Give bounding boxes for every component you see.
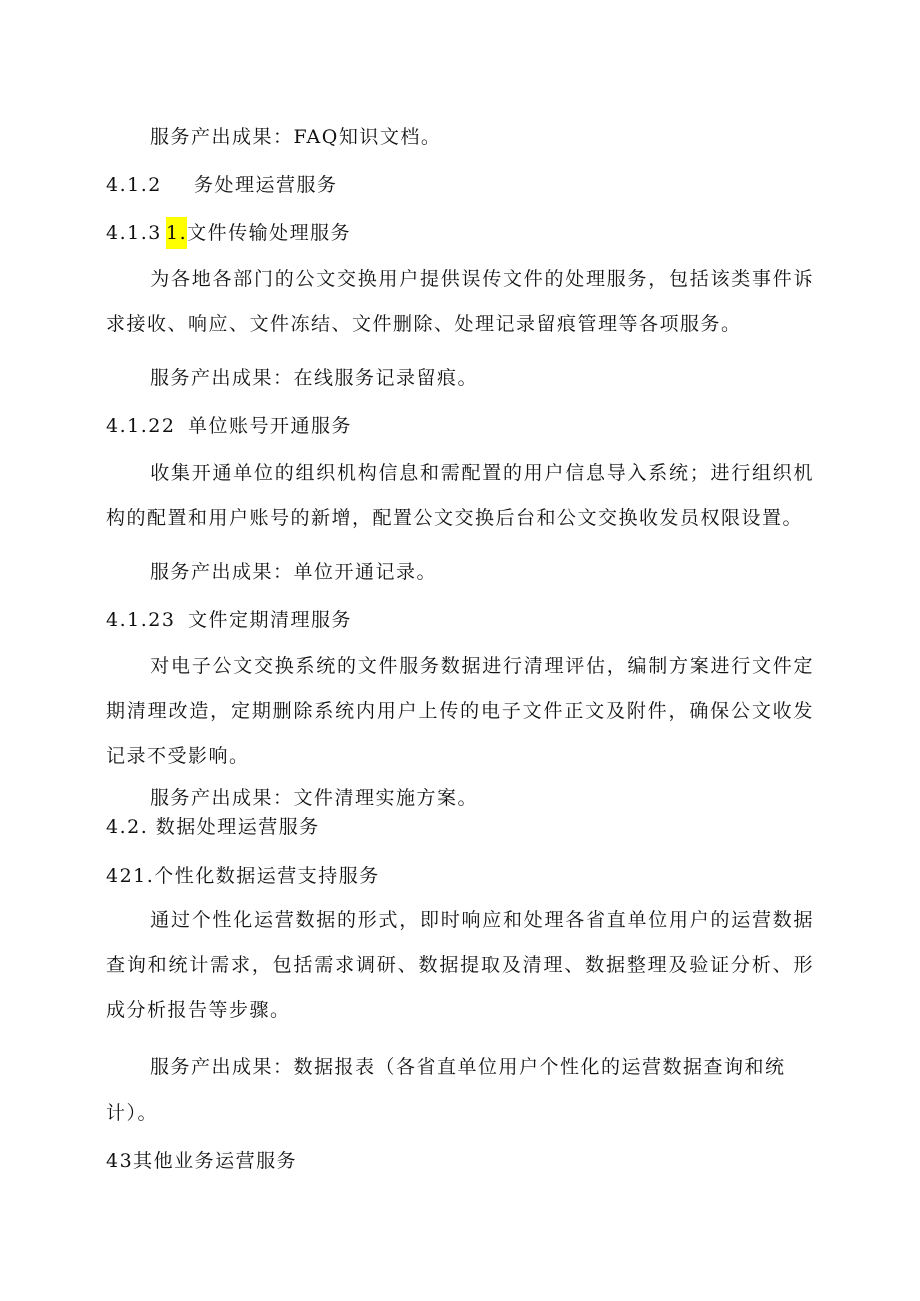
heading-4-1-22 (106, 413, 352, 439)
output-result-online-record: 服务产出成果：在线服务记录留痕。 (150, 367, 479, 389)
output-result-faq: 服务产出成果：FAQ知识文档。 (150, 126, 442, 148)
paragraph-file-cleanup: 对电子公文交换系统的文件服务数据进行清理评估，编制方案进行文件定期清理改造，定期删除系统内用户上传的电子文件正文及附件，确保公文收发记录不受影响。 (106, 655, 814, 767)
paragraph-account-opening: 收集开通单位的组织机构信息和需配置的用户信息导入系统；进行组织机构的配置和用户账号的新增，配置公文交换后台和公文交换收发员权限设置。 (106, 462, 814, 529)
output-result-data-report: 服务产出成果：数据报表（各省直单位用户个性化的运营数据查询和统 (150, 1056, 786, 1078)
heading-title: 务处理运营服务 (194, 174, 338, 196)
heading-4-2-1: 421.个性化数据运营支持服务 (106, 865, 380, 887)
heading-4-3: 43其他业务运营服务 (106, 1150, 298, 1172)
heading-4-1-2 (106, 172, 338, 198)
output-result-cleanup-plan: 服务产出成果：文件清理实施方案。 (150, 787, 479, 809)
output-result-data-report-cont: 计）。 (106, 1102, 159, 1124)
heading-title: 文件定期清理服务 (188, 609, 353, 631)
heading-4-1-3 (106, 220, 351, 249)
output-result-unit-record: 服务产出成果：单位开通记录。 (150, 561, 438, 583)
paragraph-personalized-data: 通过个性化运营数据的形式，即时响应和处理各省直单位用户的运营数据查询和统计需求，包括需求调研、数据提取及清理、数据整理及验证分析、形成分析报告等步骤。 (106, 909, 814, 1021)
heading-4-2: 4.2. 数据处理运营服务 (106, 816, 320, 838)
heading-number: 4.1.2 (106, 174, 162, 196)
highlighted-list-marker: 1. (166, 217, 187, 249)
heading-4-1-23 (106, 607, 352, 633)
heading-number: 4.1.3 (106, 222, 162, 244)
heading-title: 文件传输处理服务 (187, 222, 352, 244)
paragraph-file-transfer: 为各地各部门的公文交换用户提供误传文件的处理服务，包括该类事件诉求接收、响应、文件冻结、文件删除、处理记录留痕管理等各项服务。 (106, 268, 814, 335)
heading-number: 4.1.22 (106, 415, 176, 437)
heading-number: 4.1.23 (106, 609, 176, 631)
heading-title: 单位账号开通服务 (188, 415, 353, 437)
